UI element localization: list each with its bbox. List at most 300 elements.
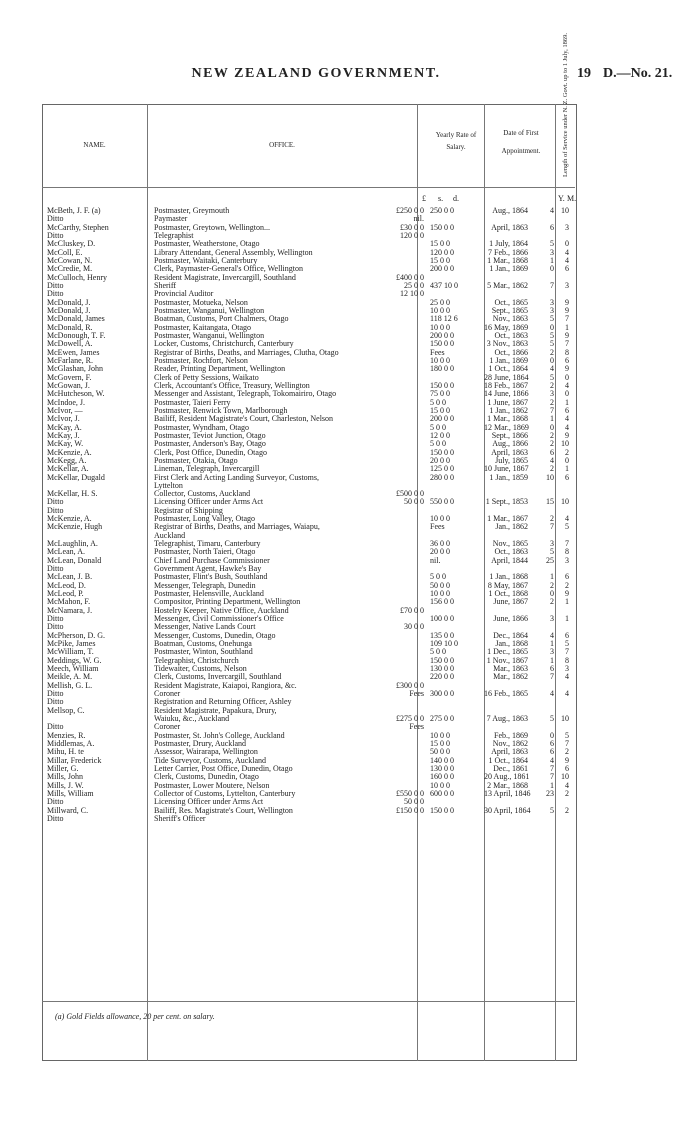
person-name: McGlashan, John <box>47 364 103 374</box>
service-months: 1 <box>565 322 569 332</box>
service-years: 4 <box>550 206 554 215</box>
appointment-date: 1 Sept., 1853 <box>485 497 528 507</box>
service-years: 2 <box>550 464 554 474</box>
office-salary-part: £550 0 0 <box>396 788 424 798</box>
yearly-salary: 200 0 0 <box>430 414 454 424</box>
person-name: Meech, William <box>47 664 99 674</box>
yearly-salary: 36 0 0 <box>430 539 450 549</box>
yearly-salary: 25 0 0 <box>430 297 450 307</box>
person-name: McBeth, J. F. (a) <box>47 206 101 215</box>
yearly-salary: 600 0 0 <box>430 788 454 798</box>
yearly-salary: 156 0 0 <box>430 597 454 607</box>
service-months: 6 <box>565 763 569 773</box>
office-title: Telegraphist <box>154 231 194 240</box>
person-name: Mellish, G. L. <box>47 680 93 690</box>
unit-pounds: £ <box>422 194 426 203</box>
appointment-date: 30 April, 1864 <box>484 805 531 815</box>
appointment-date: 5 Mar., 1862 <box>487 280 528 290</box>
person-name: Ditto <box>47 722 64 732</box>
appointment-date: Jan., 1862 <box>495 522 528 532</box>
person-name: Ditto <box>47 280 64 290</box>
service-months: 0 <box>565 455 569 465</box>
yearly-salary: 109 10 0 <box>430 639 458 649</box>
yearly-salary: 150 0 0 <box>430 805 454 815</box>
appointment-date: 12 Mar., 1869 <box>484 422 529 432</box>
yearly-salary: Fees <box>430 347 445 357</box>
unit-shillings: s. <box>438 194 444 203</box>
service-years: 0 <box>550 322 554 332</box>
table-row <box>42 598 575 606</box>
yearly-salary: 437 10 0 <box>430 280 458 290</box>
office-title: Telegraphist, Christchurch <box>154 656 239 665</box>
office-title: Library Attendant, General Assembly, Wellington <box>154 248 313 257</box>
service-years: 0 <box>550 422 554 432</box>
table-row <box>42 557 575 565</box>
person-name: Mills, John <box>47 772 84 782</box>
office-title: Sheriff's Officer <box>154 814 206 823</box>
service-months: 6 <box>565 405 569 415</box>
appointment-date: 16 Feb., 1865 <box>484 689 528 699</box>
person-name: McIndoe, J. <box>47 397 85 407</box>
service-months: 3 <box>565 664 569 674</box>
yearly-salary: 200 0 0 <box>430 264 454 274</box>
table-row <box>42 265 575 273</box>
office-title: Postmaster, St. John's College, Auckland <box>154 731 285 740</box>
office-title: Government Agent, Hawke's Bay <box>154 565 262 574</box>
service-months: 8 <box>565 655 569 665</box>
unit-years: Y. <box>558 194 565 203</box>
yearly-salary: 10 0 0 <box>430 305 450 315</box>
table-row <box>42 523 575 531</box>
service-months: 7 <box>565 539 569 549</box>
appointment-date: Oct., 1865 <box>494 297 528 307</box>
service-months: 10 <box>561 497 569 507</box>
service-months: 5 <box>565 522 569 532</box>
person-name: Ditto <box>47 797 64 807</box>
office-title: Clerk, Customs, Invercargill, Southland <box>154 673 282 682</box>
service-months: 6 <box>565 572 569 582</box>
service-months: 0 <box>565 372 569 382</box>
yearly-salary: 150 0 0 <box>430 655 454 665</box>
service-years: 7 <box>550 522 554 532</box>
service-years: 10 <box>546 472 554 482</box>
office-salary-part: £500 0 0 <box>396 489 424 499</box>
person-name: Ditto <box>47 697 64 707</box>
office-title: Postmaster, Lower Moutere, Nelson <box>154 781 270 790</box>
appointment-date: July, 1865 <box>495 455 528 465</box>
office-title: Provincial Auditor <box>154 290 214 299</box>
appointment-date: 1 Oct., 1868 <box>488 589 528 599</box>
office-title: Postmaster, North Taieri, Otago <box>154 548 256 557</box>
office-title: Messenger and Assistant, Telegraph, Tokomairiro, Otago <box>154 390 337 399</box>
yearly-salary: 130 0 0 <box>430 763 454 773</box>
office-title: Postmaster, Weatherstone, Otago <box>154 240 260 249</box>
appointment-date: Oct., 1863 <box>494 547 528 557</box>
service-months: 10 <box>561 206 569 215</box>
person-name: McKenzie, Hugh <box>47 522 103 532</box>
office-salary-part: 50 0 0 <box>404 797 424 807</box>
service-years: 4 <box>550 755 554 765</box>
office-title: Registrar of Births, Deaths, and Marriages, Clutha, Otago <box>154 348 339 357</box>
service-years: 7 <box>550 772 554 782</box>
office-title: Postmaster, Anderson's Bay, Otago <box>154 440 266 449</box>
yearly-salary: 10 0 0 <box>430 589 450 599</box>
appointment-date: 8 May, 1867 <box>487 580 528 590</box>
appointment-date: 1 Mar., 1868 <box>487 255 528 265</box>
yearly-salary: 5 0 0 <box>430 647 446 657</box>
service-months: 5 <box>565 639 569 649</box>
service-months: 6 <box>565 472 569 482</box>
person-name: Ditto <box>47 505 64 515</box>
person-name: Ditto <box>47 689 64 699</box>
header-separator <box>42 187 575 188</box>
office-salary-part: nil. <box>413 214 424 224</box>
appointment-date: 2 Mar., 1868 <box>487 780 528 790</box>
service-years: 6 <box>550 222 554 232</box>
person-name: McCluskey, D. <box>47 239 96 249</box>
yearly-salary: 130 0 0 <box>430 664 454 674</box>
service-years: 1 <box>550 414 554 424</box>
office-salary-part: 50 0 0 <box>404 497 424 507</box>
yearly-salary: 135 0 0 <box>430 630 454 640</box>
appointment-date: 10 June, 1867 <box>484 464 529 474</box>
service-years: 2 <box>550 597 554 607</box>
service-years: 2 <box>550 397 554 407</box>
table-row <box>42 615 575 623</box>
person-name: Millar, Frederick <box>47 755 102 765</box>
appointment-date: 1 Mar., 1868 <box>487 414 528 424</box>
yearly-salary: 75 0 0 <box>430 389 450 399</box>
office-title: Lyttelton <box>154 481 183 490</box>
column-header-appointment: Date of First Appointment. <box>501 129 541 155</box>
appointment-date: Sept., 1865 <box>491 305 528 315</box>
service-months: 2 <box>565 447 569 457</box>
person-name: McPike, James <box>47 639 96 649</box>
service-months: 0 <box>565 239 569 249</box>
service-months: 3 <box>565 555 569 565</box>
person-name: Ditto <box>47 622 64 632</box>
person-name: McDonald, R. <box>47 322 93 332</box>
office-salary-part: £300 0 0 <box>396 680 424 690</box>
yearly-salary: 150 0 0 <box>430 380 454 390</box>
service-months: 1 <box>565 597 569 607</box>
service-months: 2 <box>565 747 569 757</box>
office-title: Tidewaiter, Customs, Nelson <box>154 665 247 674</box>
service-years: 23 <box>546 788 554 798</box>
yearly-salary: 10 0 0 <box>430 780 450 790</box>
person-name: Meddings, W. G. <box>47 655 102 665</box>
appointment-date: 20 Aug., 1861 <box>484 772 530 782</box>
office-title: Licensing Officer under Arms Act <box>154 798 264 807</box>
appointment-date: April, 1844 <box>491 555 528 565</box>
yearly-salary: 5 0 0 <box>430 397 446 407</box>
person-name: McKay, A. <box>47 422 82 432</box>
appointment-date: 13 April, 1846 <box>484 788 531 798</box>
service-years: 4 <box>550 455 554 465</box>
service-months: 10 <box>561 772 569 782</box>
service-years: 3 <box>550 305 554 315</box>
person-name: Miller, G. <box>47 763 79 773</box>
office-salary-part: £400 0 0 <box>396 272 424 282</box>
office-title: Telegraphist, Timaru, Canterbury <box>154 540 261 549</box>
yearly-salary: 180 0 0 <box>430 364 454 374</box>
table-row <box>42 224 575 232</box>
office-salary-part: £70 0 0 <box>400 605 424 615</box>
table-row <box>42 207 575 215</box>
service-months: 1 <box>565 614 569 624</box>
service-years: 2 <box>550 580 554 590</box>
office-title: Postmaster, Rochfort, Nelson <box>154 356 248 365</box>
person-name: McKenzie, A. <box>47 447 92 457</box>
person-name: McColl, E. <box>47 247 83 257</box>
appointment-date: 1 Oct., 1864 <box>488 755 528 765</box>
office-title: Boatman, Customs, Onehunga <box>154 640 252 649</box>
office-salary-part: 12 10 0 <box>400 289 424 299</box>
office-salary-part: Fees <box>409 689 424 699</box>
service-months: 9 <box>565 589 569 599</box>
office-salary-part: Fees <box>409 722 424 732</box>
service-months: 10 <box>561 714 569 724</box>
service-months: 2 <box>565 788 569 798</box>
person-name: Meikle, A. M. <box>47 672 93 682</box>
service-months: 5 <box>565 730 569 740</box>
service-years: 4 <box>550 364 554 374</box>
appointment-date: Mar., 1862 <box>493 672 528 682</box>
service-months: 4 <box>565 255 569 265</box>
office-title: Boatman, Customs, Port Chalmers, Otago <box>154 315 289 324</box>
service-years: 4 <box>550 689 554 699</box>
person-name: McMahon, F. <box>47 597 91 607</box>
service-years: 5 <box>550 714 554 724</box>
service-months: 4 <box>565 422 569 432</box>
office-title: Clerk, Accountant's Office, Treasury, Wellington <box>154 381 310 390</box>
records-table <box>42 207 575 823</box>
yearly-salary: 15 0 0 <box>430 255 450 265</box>
service-months: 2 <box>565 580 569 590</box>
yearly-salary: nil. <box>430 555 441 565</box>
service-years: 7 <box>550 763 554 773</box>
appointment-date: 1 Jan., 1862 <box>489 405 528 415</box>
person-name: Ditto <box>47 564 64 574</box>
yearly-salary: Fees <box>430 522 445 532</box>
office-title: Chief Land Purchase Commissioner <box>154 556 270 565</box>
service-years: 3 <box>550 614 554 624</box>
service-months: 4 <box>565 414 569 424</box>
table-row <box>42 815 575 823</box>
unit-pence: d. <box>453 194 459 203</box>
office-title: Coroner <box>154 690 181 699</box>
appointment-date: Feb., 1869 <box>494 730 528 740</box>
office-title: Postmaster, Winton, Southland <box>154 648 253 657</box>
office-title: Postmaster, Helensville, Auckland <box>154 590 264 599</box>
appointment-date: April, 1863 <box>491 222 528 232</box>
service-years: 3 <box>550 539 554 549</box>
appointment-date: 1 Oct., 1864 <box>488 364 528 374</box>
appointment-date: Nov., 1862 <box>492 739 528 748</box>
yearly-salary: 50 0 0 <box>430 580 450 590</box>
appointment-date: 1 Jan., 1868 <box>489 572 528 582</box>
person-name: McDonald, J. <box>47 297 91 307</box>
yearly-salary: 150 0 0 <box>430 447 454 457</box>
yearly-salary: 12 0 0 <box>430 430 450 440</box>
service-months: 4 <box>565 672 569 682</box>
appointment-date: April, 1863 <box>491 447 528 457</box>
table-row <box>42 807 575 815</box>
service-months: 9 <box>565 430 569 440</box>
service-years: 5 <box>550 372 554 382</box>
person-name: Ditto <box>47 289 64 299</box>
person-name: Mihu, H. te <box>47 747 84 757</box>
office-title: Postmaster, Flint's Bush, Southland <box>154 573 268 582</box>
office-title: Letter Carrier, Post Office, Dunedin, Otago <box>154 764 293 773</box>
person-name: McKellar, A. <box>47 464 89 474</box>
appointment-date: Nov., 1863 <box>492 314 528 324</box>
appointment-date: Aug., 1866 <box>492 439 528 449</box>
office-title: Postmaster, Renwick Town, Marlborough <box>154 406 288 415</box>
appointment-date: Dec., 1861 <box>493 763 528 773</box>
appointment-date: 1 Jan., 1869 <box>489 264 528 274</box>
office-title: Postmaster, Kaitangata, Otago <box>154 323 251 332</box>
office-title: Postmaster, Greymouth <box>154 207 230 215</box>
yearly-salary: 10 0 0 <box>430 355 450 365</box>
yearly-salary: 15 0 0 <box>430 405 450 415</box>
appointment-date: 1 Dec., 1865 <box>487 647 528 657</box>
service-months: 6 <box>565 630 569 640</box>
appointment-date: 14 June, 1866 <box>484 389 529 399</box>
office-title: Paymaster <box>154 215 188 224</box>
column-header-salary: Yearly Rate of Salary. <box>435 131 477 151</box>
yearly-salary: 5 0 0 <box>430 422 446 432</box>
person-name: McLeod, D. <box>47 580 86 590</box>
service-months: 7 <box>565 314 569 324</box>
service-months: 4 <box>565 247 569 257</box>
service-months: 3 <box>565 280 569 290</box>
appointment-date: 7 Feb., 1866 <box>488 247 528 257</box>
office-title: Postmaster, Taieri Ferry <box>154 398 231 407</box>
yearly-salary: 5 0 0 <box>430 439 446 449</box>
table-row <box>42 690 575 698</box>
person-name: McHutcheson, W. <box>47 389 105 399</box>
person-name: McGowan, J. <box>47 380 90 390</box>
person-name: McLean, A. <box>47 547 85 557</box>
yearly-salary: 300 0 0 <box>430 689 454 699</box>
person-name: McKenzie, A. <box>47 514 92 524</box>
office-title: Lineman, Telegraph, Invercargill <box>154 465 260 474</box>
person-name: McKellar, H. S. <box>47 489 98 499</box>
office-title: Messenger, Native Lands Court <box>154 623 256 632</box>
person-name: McCowan, N. <box>47 255 93 265</box>
yearly-salary: 200 0 0 <box>430 330 454 340</box>
service-years: 25 <box>546 555 554 565</box>
person-name: Millward, C. <box>47 805 89 815</box>
office-title: Collector of Customs, Lyttelton, Canterbury <box>154 789 296 798</box>
office-salary-part: £150 0 0 <box>396 805 424 815</box>
person-name: McIvor, J. <box>47 414 80 424</box>
person-name: McDowell, A. <box>47 339 93 349</box>
service-months: 9 <box>565 755 569 765</box>
office-salary-part: £275 0 0 <box>396 714 424 724</box>
person-name: Mills, J. W. <box>47 780 84 790</box>
yearly-salary: 280 0 0 <box>430 472 454 482</box>
person-name: McKellar, Dugald <box>47 472 105 482</box>
appointment-date: 1 Jan., 1859 <box>489 472 528 482</box>
service-years: 2 <box>550 347 554 357</box>
service-years: 1 <box>550 655 554 665</box>
service-years: 7 <box>550 280 554 290</box>
table-row <box>42 673 575 681</box>
service-months: 3 <box>565 222 569 232</box>
service-years: 6 <box>550 447 554 457</box>
appointment-date: Aug., 1864 <box>492 206 528 215</box>
office-title: Postmaster, Waitaki, Canterbury <box>154 256 258 265</box>
office-title: Postmaster, Wyndham, Otago <box>154 423 250 432</box>
service-years: 1 <box>550 780 554 790</box>
service-years: 0 <box>550 589 554 599</box>
office-title: Postmaster, Teviot Junction, Otago <box>154 431 266 440</box>
office-title: Postmaster, Motueka, Nelson <box>154 298 248 307</box>
yearly-salary: 118 12 6 <box>430 314 458 324</box>
office-title: Bailiff, Resident Magistrate's Court, Charleston, Nelson <box>154 415 334 424</box>
person-name: McLeod, P. <box>47 589 84 599</box>
office-title: Resident Magistrate, Kaiapoi, Rangiora, &c. <box>154 681 297 690</box>
service-years: 0 <box>550 264 554 274</box>
yearly-salary: 125 0 0 <box>430 464 454 474</box>
appointment-date: 18 Feb., 1867 <box>484 380 528 390</box>
office-title: Auckland <box>154 531 186 540</box>
office-title: Clerk, Paymaster-General's Office, Wellington <box>154 265 303 274</box>
person-name: McLean, J. B. <box>47 572 93 582</box>
appointment-date: June, 1867 <box>493 597 528 607</box>
person-name: McCredie, M. <box>47 264 93 274</box>
person-name: McLean, Donald <box>47 555 102 565</box>
person-name: Ditto <box>47 214 64 224</box>
person-name: Ditto <box>47 614 64 624</box>
service-years: 5 <box>550 547 554 557</box>
service-years: 3 <box>550 247 554 257</box>
yearly-salary: 550 0 0 <box>430 497 454 507</box>
appointment-date: 28 June, 1864 <box>484 372 529 382</box>
table-row <box>42 498 575 506</box>
column-header-name: NAME. <box>83 141 106 149</box>
appointment-date: Dec., 1864 <box>493 630 528 640</box>
service-years: 2 <box>550 439 554 449</box>
footnote: (a) Gold Fields allowance, 20 per cent. on salary. <box>55 1012 215 1021</box>
yearly-salary: 20 0 0 <box>430 455 450 465</box>
appointment-date: Nov., 1865 <box>492 539 528 549</box>
office-title: Messenger, Civil Commissioner's Office <box>154 615 284 624</box>
column-header-service: Length of Service under N. Z. Govt. up to 1 July, 1869. <box>562 33 569 177</box>
yearly-salary: 150 0 0 <box>430 222 454 232</box>
service-years: 6 <box>550 664 554 674</box>
service-years: 5 <box>550 314 554 324</box>
service-months: 9 <box>565 297 569 307</box>
service-years: 2 <box>550 380 554 390</box>
service-years: 2 <box>550 514 554 524</box>
yearly-salary: 250 0 0 <box>430 206 454 215</box>
appointment-date: Jan., 1868 <box>495 639 528 649</box>
yearly-salary: 100 0 0 <box>430 614 454 624</box>
service-months: 7 <box>565 339 569 349</box>
service-years: 6 <box>550 739 554 748</box>
page-number: 19 <box>577 66 591 81</box>
yearly-salary: 160 0 0 <box>430 772 454 782</box>
service-months: 1 <box>565 397 569 407</box>
appointment-date: 1 June, 1867 <box>487 397 528 407</box>
service-years: 3 <box>550 647 554 657</box>
service-years: 2 <box>550 430 554 440</box>
service-months: 9 <box>565 364 569 374</box>
appointment-date: 7 Aug., 1863 <box>486 714 528 724</box>
